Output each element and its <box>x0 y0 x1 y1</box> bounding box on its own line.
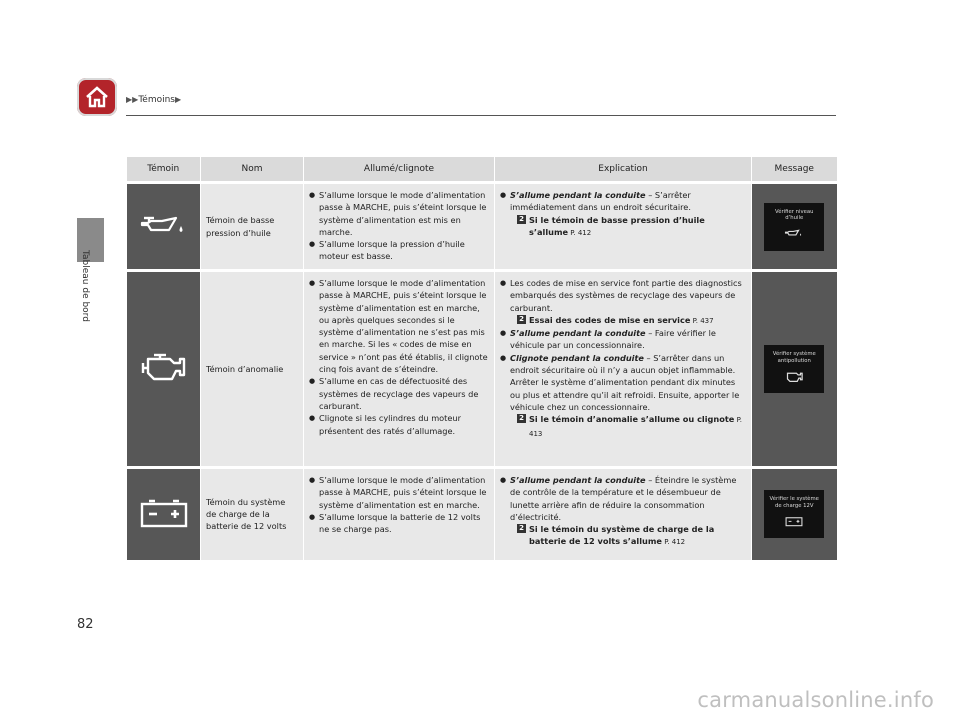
message-text: Vérifier le système de charge 12V <box>769 496 819 509</box>
table-row <box>127 183 837 271</box>
home-button[interactable] <box>77 78 117 116</box>
bold-lead: S’allume pendant la conduite <box>510 190 646 200</box>
explanation-cell <box>495 468 752 560</box>
message-cell <box>752 271 837 468</box>
engine-check-icon <box>784 370 804 383</box>
header-divider <box>126 115 836 116</box>
bold-lead: S’allume pendant la conduite <box>510 328 646 339</box>
column-header: Témoin <box>127 157 201 183</box>
list-item <box>500 352 746 440</box>
message-text: Vérifier niveau d’huile <box>775 208 814 221</box>
message-display <box>764 490 824 538</box>
list-item: ● Clignote si les cylindres du moteur présentent des ratés d’allumage. <box>309 412 489 437</box>
indicator-cell <box>127 271 201 468</box>
table-row <box>127 271 837 468</box>
bullet-text: – Faire vérifier le véhicule par un concessionnaire. <box>510 328 716 351</box>
list-item: ● S’allume lorsque la pression d’huile moteur est basse. <box>309 238 489 263</box>
message-display <box>764 345 824 393</box>
reference-page: P. 412 <box>661 538 686 547</box>
explanation-cell <box>495 271 752 468</box>
bullet-text: – S’arrêter immédiatement dans un endroit sécuritaire. <box>510 190 691 213</box>
message-cell <box>752 468 837 560</box>
explanation-cell <box>495 183 752 271</box>
bullet-text: – S’arrêter dans un endroit sécuritaire où il n’y a aucun objet inflammable. Arrêter le système d’alimentation pendant dix minutes ou plus et attendre qu’il ait refroidi. Ensuite, apporter le véhicule chez un concessionnaire. <box>510 352 740 412</box>
reference-icon: 2 <box>517 524 526 533</box>
cross-reference-link[interactable] <box>510 523 746 549</box>
reference-text: Essai des codes de mise en service <box>529 314 691 325</box>
list-item <box>500 277 746 327</box>
indicator-cell <box>127 183 201 271</box>
side-tab-label: Tableau de bord <box>80 250 90 322</box>
cross-reference-link[interactable] <box>510 314 746 327</box>
indicator-name: Témoin d’anomalie <box>201 271 304 468</box>
column-header: Allumé/clignote <box>304 157 495 183</box>
breadcrumb-arrow-icon: ▶▶ <box>126 95 139 104</box>
cross-reference-link[interactable] <box>510 413 746 440</box>
oil-pressure-icon <box>140 212 188 238</box>
message-text: Vérifier système antipollution <box>772 351 816 364</box>
list-item: ● S’allume lorsque le mode d’alimentation passe à MARCHE, puis s’éteint lorsque le système d’alimentation est mis en marche. <box>309 189 489 238</box>
column-header: Nom <box>201 157 304 183</box>
reference-icon: 2 <box>517 414 526 423</box>
reference-text: Si le témoin de basse pression d’huile s’allume <box>529 214 705 237</box>
battery-icon <box>785 515 803 527</box>
list-item: ● S’allume lorsque le mode d’alimentation passe à MARCHE, puis s’éteint lorsque le système d’alimentation est en marche. <box>309 474 489 511</box>
reference-text: Si le témoin du système de charge de la batterie de 12 volts s’allume <box>529 524 715 547</box>
cross-reference-link[interactable] <box>510 214 746 240</box>
bold-lead: S’allume pendant la conduite <box>510 475 646 485</box>
battery-icon <box>139 497 189 529</box>
reference-page: P. 412 <box>568 228 592 237</box>
on-blink-cell <box>304 271 495 468</box>
on-blink-cell <box>304 183 495 271</box>
page-number: 82 <box>77 617 94 632</box>
home-icon <box>84 85 110 109</box>
breadcrumb-arrow-icon: ▶ <box>175 95 182 104</box>
warning-lights-table <box>126 157 837 560</box>
bullet-text: – Éteindre le système de contrôle de la température et le désembueur de lunette arrière afin de réduire la consommation d’électricité. <box>510 475 737 522</box>
reference-icon: 2 <box>517 315 526 324</box>
list-item: ● S’allume lorsque le mode d’alimentation passe à MARCHE, puis s’éteint lorsque le système d’alimentation est en marche, ou après quelques secondes si le système d’alimentation ne s’est pas mis en marche. Si les « codes de mise en service » n’ont pas été établis, il clignote cinq fois avant de s’éteindre. <box>309 277 489 375</box>
list-item: ● S’allume en cas de défectuosité des systèmes de recyclage des vapeurs de carburant. <box>309 375 489 412</box>
indicator-cell <box>127 468 201 560</box>
list-item <box>500 327 746 352</box>
list-item <box>500 189 746 239</box>
message-display <box>764 203 824 251</box>
column-header: Explication <box>495 157 752 183</box>
table-header-row <box>127 157 837 183</box>
breadcrumb[interactable] <box>126 95 181 105</box>
breadcrumb-label: Témoins <box>138 95 175 105</box>
reference-text: Si le témoin d’anomalie s’allume ou clignote <box>529 414 735 425</box>
oil-pressure-icon <box>782 228 806 238</box>
watermark: carmanualsonline.info <box>697 688 934 712</box>
list-item: ● S’allume lorsque la batterie de 12 volts ne se charge pas. <box>309 511 489 536</box>
reference-icon: 2 <box>517 215 526 224</box>
reference-page: P. 437 <box>690 316 714 325</box>
bullet-text: Les codes de mise en service font partie des diagnostics embarqués des systèmes de recyclage des vapeurs de carburant. <box>510 278 742 313</box>
on-blink-cell <box>304 468 495 560</box>
indicator-name: Témoin de basse pression d’huile <box>201 183 304 271</box>
table-row <box>127 468 837 560</box>
list-item <box>500 474 746 549</box>
bold-lead: Clignote pendant la conduite <box>510 352 644 363</box>
reference-page: P. 413 <box>529 416 742 438</box>
column-header: Message <box>752 157 837 183</box>
indicator-name: Témoin du système de charge de la batterie de 12 volts <box>201 468 304 560</box>
message-cell <box>752 183 837 271</box>
engine-check-icon <box>140 351 188 383</box>
